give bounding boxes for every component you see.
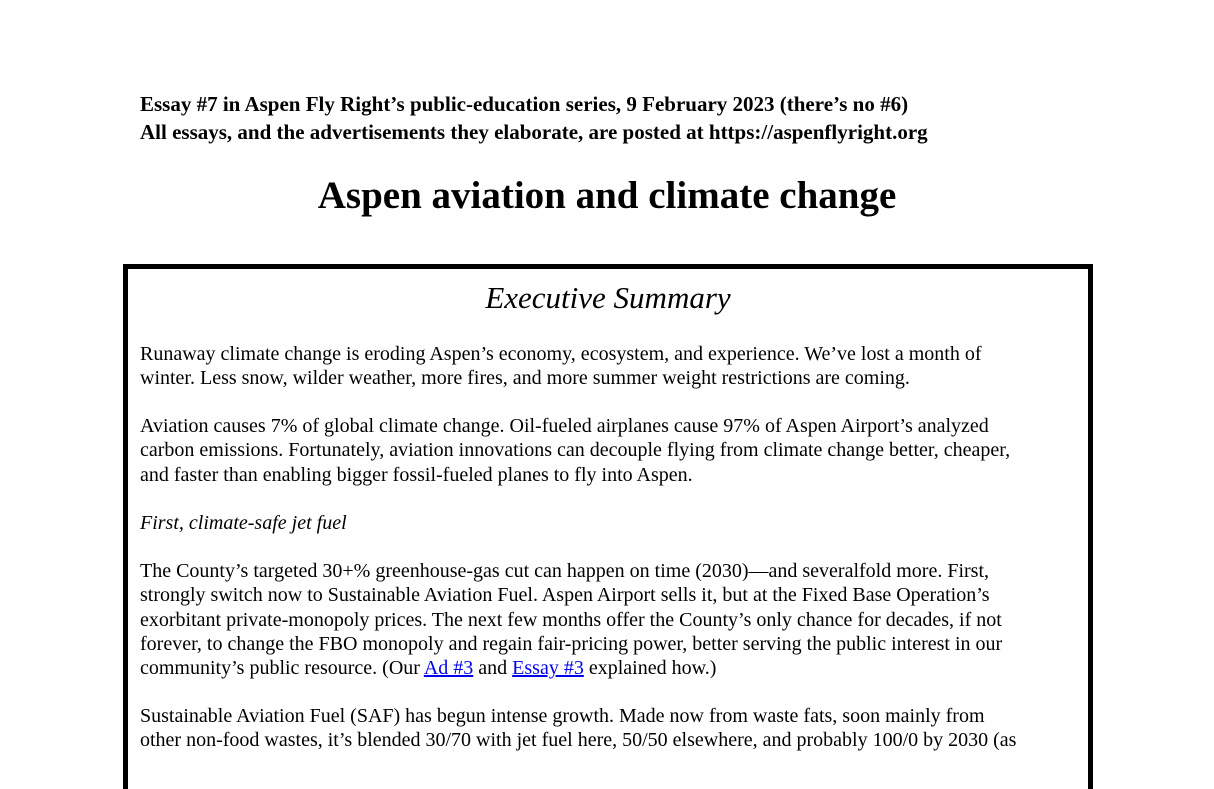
- paragraph-county-target: [140, 559, 1080, 680]
- paragraph-climate-impact: [140, 342, 1080, 391]
- text-line: The County’s targeted 30+% greenhouse-gas cut can happen on time (2030)—and severalfold more. First,: [140, 560, 990, 582]
- text-line: Runaway climate change is eroding Aspen’s economy, ecosystem, and experience. We’ve lost a month of: [140, 343, 982, 365]
- ad-3-link[interactable]: Ad #3: [423, 657, 474, 680]
- paragraph-saf-growth: [140, 704, 1080, 753]
- text-line: and faster than enabling bigger fossil-fueled planes to fly into Aspen.: [140, 463, 693, 486]
- text-line: strongly switch now to Sustainable Aviation Fuel. Aspen Airport sells it, but at the Fixed Base Operation’s: [140, 584, 990, 607]
- text-line-with-links: [140, 656, 1080, 680]
- text-line: First, climate-safe jet fuel: [140, 512, 347, 534]
- paragraph-aviation-share: [140, 414, 1080, 487]
- text-line: forever, to change the FBO monopoly and regain fair-pricing power, better serving the public interest in our: [140, 632, 1003, 655]
- text-line: carbon emissions. Fortunately, aviation innovations can decouple flying from climate change better, cheaper,: [140, 439, 1011, 462]
- series-line: Essay #7 in Aspen Fly Right’s public-education series, 9 February 2023 (there’s no #6): [140, 92, 909, 116]
- executive-summary-box: [123, 264, 1093, 789]
- page-title: Aspen aviation and climate change: [317, 174, 897, 217]
- website-line: All essays, and the advertisements they elaborate, are posted at https://aspenflyright.org: [140, 120, 928, 144]
- text-line: Sustainable Aviation Fuel (SAF) has begun intense growth. Made now from waste fats, soon mainly from: [140, 705, 985, 727]
- text-fragment: community’s public resource. (Our: [140, 657, 424, 680]
- text-line: winter. Less snow, wilder weather, more fires, and more summer weight restrictions are coming.: [140, 367, 910, 390]
- text-line: other non-food wastes, it’s blended 30/70 with jet fuel here, 50/50 elsewhere, and probably 100/0 by 2030 (as: [140, 729, 1017, 752]
- subheading-climate-safe-fuel: [140, 511, 1080, 535]
- text-fragment: explained how.): [583, 657, 717, 680]
- text-line: Aviation causes 7% of global climate change. Oil-fueled airplanes cause 97% of Aspen Airport’s analyzed: [140, 415, 989, 437]
- summary-heading: Executive Summary: [485, 280, 731, 315]
- text-fragment: and: [473, 657, 513, 680]
- text-line: exorbitant private-monopoly prices. The next few months offer the County’s only chance for decades, if not: [140, 608, 1002, 631]
- essay-3-link[interactable]: Essay #3: [512, 657, 584, 680]
